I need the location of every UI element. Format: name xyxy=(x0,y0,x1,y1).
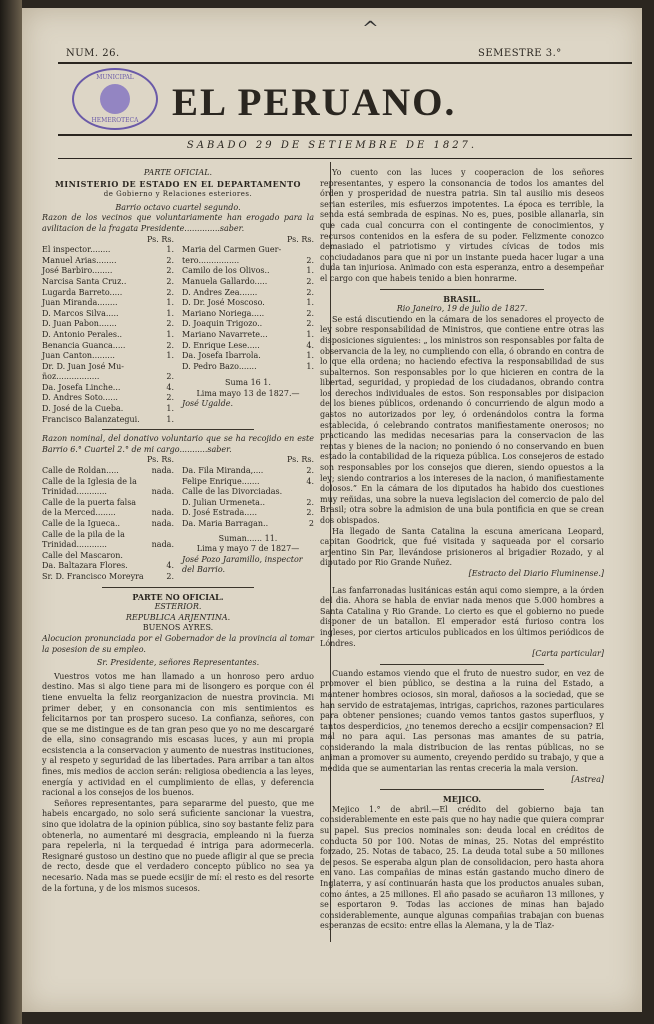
donor-name: D. Pedro Bazo....... xyxy=(182,361,257,371)
donor-row xyxy=(182,466,314,477)
buenos-aires-heading: BUENOS AYRES. xyxy=(142,623,214,633)
issue-date: SABADO 29 DE SETIEMBRE DE 1827. xyxy=(186,140,478,151)
donor-row xyxy=(42,266,174,277)
divider xyxy=(102,587,254,588)
donor-name: Calle de la pila de la xyxy=(42,529,125,539)
donor-name: Da. Maria Barragan.. xyxy=(182,519,269,528)
donor-row xyxy=(42,277,174,288)
donor-name: D. Juan Pabon....... xyxy=(42,319,117,329)
donor-row xyxy=(42,383,174,394)
donor-amount: 2. xyxy=(306,308,314,318)
donor-name: Maria del Carmen Guer- xyxy=(182,245,282,255)
signature-1: José Ugalde. xyxy=(182,399,233,409)
header-rule-bottom xyxy=(58,158,632,159)
donor-row xyxy=(42,477,174,488)
donor-name: Manuel Arias........ xyxy=(42,255,117,265)
donor-amount: nada. xyxy=(151,519,174,528)
donor-amount: 1. xyxy=(166,404,174,414)
donor-amount: 2. xyxy=(166,393,174,403)
ministerio-subheading: de Gobierno y Relaciones esteriores. xyxy=(103,190,253,199)
donor-amount: 1. xyxy=(166,329,174,339)
divider xyxy=(380,664,544,665)
donor-list-d xyxy=(182,455,314,529)
republica-heading: REPUBLICA ARJENTINA. xyxy=(125,612,231,622)
donor-name: Calle de la Iglesia de la xyxy=(42,476,137,486)
donor-row xyxy=(42,540,174,551)
donor-row xyxy=(42,530,174,541)
donor-name: D. José Estrada..... xyxy=(182,508,257,518)
donor-name: Da. Baltazara Flores. xyxy=(42,561,128,571)
donor-amount: nada. xyxy=(151,508,174,518)
donor-name: Felipe Enrique....... xyxy=(182,476,260,486)
donor-name: D. Andres Zea....... xyxy=(182,287,258,297)
donor-row xyxy=(42,466,174,477)
mejico-paragraph: Mejico 1.° de abril.—El crédito del gobierno baja tan considerablemente en este pais que no hay nadie que quiera comprar su papel. Sus precios nominales son: deuda local en créditos de conducta 50 por 100. Notas de minas, 25. Notas del empréstito forzado, 25. Notas de tabaco, 25. La deuda total sube a 50 millones de pesos. Se esperaba algun plan de consolidacion, pero hasta ahora en vano. Las compañias de minas están gastando mucho dinero de Inglaterra, y así continuarán hasta que los productos anuales suban, como ántes, a 25 millones. El año pasado se acuñaron 13 millones, y se esportaron 9. Todas las acciones de minas han bajado considerablemente, aunque algunas compañias trabajan con buenas esperanzas de ecsito: entre ellas la Alemana, y la de Tlaz- xyxy=(320,804,604,931)
donor-name: de la Merced........ xyxy=(42,508,116,518)
donor-name: Calle de las Divorciadas. xyxy=(182,487,283,497)
razon-nominal-text: Razon nominal, del donativo voluntario que se ha recojido en este Barrio 6.° Cuartel 2.° de mi cargo...........saber. xyxy=(42,434,314,454)
donor-amount: 1. xyxy=(166,308,174,318)
brasil-paragraph-2: Ha llegado de Santa Catalina la escuna americana Leopard, capitan Goodrick, que fué visitada y saqueada por el corsario arjentino Sin Par, llevándose prisioneros al brigadier Rozado, y al diputado por Rio Grande Nuñez. xyxy=(320,526,604,568)
donor-row xyxy=(182,277,314,288)
section-parte-oficial: PARTE OFICIAL. xyxy=(143,168,213,177)
donor-amount: 2. xyxy=(166,255,174,265)
header-rule-top xyxy=(58,62,632,64)
rio-dateline: Rio Janeiro, 19 de julio de 1827. xyxy=(396,304,528,314)
divider xyxy=(380,289,544,290)
donor-name: tero................ xyxy=(182,255,240,265)
donor-row xyxy=(42,351,174,362)
donor-row xyxy=(42,372,174,383)
donor-list-a xyxy=(42,235,174,426)
donor-name: Mariano Noriega..... xyxy=(182,308,265,318)
donor-name: Lugarda Barreto..... xyxy=(42,287,123,297)
donor-amount: 2. xyxy=(166,287,174,297)
donor-row xyxy=(42,319,174,330)
donor-amount: 1. xyxy=(306,351,314,361)
right-column xyxy=(320,168,604,932)
donor-name: José Barbiro........ xyxy=(42,266,113,276)
donor-row xyxy=(42,519,174,530)
library-stamp: MUNICIPAL HEMEROTECA xyxy=(72,68,158,130)
esterior-heading: ESTERIOR. xyxy=(154,602,202,612)
donor-row xyxy=(182,498,314,509)
barrio-heading: Barrio octavo cuartel segundo. xyxy=(115,202,241,212)
astrea-source: [Astrea] xyxy=(571,774,604,784)
donor-amount: 2. xyxy=(166,372,174,382)
stamp-emblem-icon xyxy=(100,84,130,114)
donor-row xyxy=(182,351,314,362)
donor-amount: 2. xyxy=(166,571,174,581)
donor-amount: 2. xyxy=(306,287,314,297)
donor-amount: 2. xyxy=(306,497,314,507)
donor-amount: 2. xyxy=(166,276,174,286)
donor-row xyxy=(182,319,314,330)
donor-name: Manuela Gallardo..... xyxy=(182,276,268,286)
carta-source: [Carta particular] xyxy=(532,649,604,659)
donor-row xyxy=(42,298,174,309)
ministerio-heading: MINISTERIO DE ESTADO EN EL DEPARTAMENTO xyxy=(54,178,302,189)
donor-row xyxy=(182,298,314,309)
donor-name: Sr. D. Francisco Moreyra xyxy=(42,571,144,581)
donor-amount: nada. xyxy=(151,540,174,550)
donor-name: Francisco Balanzategui. xyxy=(42,414,140,424)
donor-amount: 1. xyxy=(166,298,174,308)
donor-row xyxy=(42,330,174,341)
donor-amount: 1. xyxy=(306,298,314,308)
donor-row xyxy=(42,393,174,404)
ps-rs-header: Ps. Rs. xyxy=(286,234,314,244)
header-rule-mid xyxy=(58,134,632,136)
brasil-paragraph-3: Las fanfarronadas lusitánicas están aqui como siempre, a la órden del dia. Ahora se habla de enviar nada menos que 5.000 hombres a Santa Catalina y Rio Grande. Lo cierto es que el gobierno no puede disponer de un batallon. El emperador está furioso contra los ingleses, por ciertos articulos publicados en los últimos periódicos de Lóndres. xyxy=(320,585,604,648)
donor-row xyxy=(42,362,174,373)
donor-row xyxy=(42,498,174,509)
donor-name: D. Joaquin Trigozo.. xyxy=(182,319,263,329)
newspaper-page xyxy=(22,8,642,1012)
donor-row xyxy=(182,330,314,341)
donor-name: D. Andres Soto...... xyxy=(42,393,118,403)
donor-amount: 2. xyxy=(166,266,174,276)
donor-name: Calle del Mascaron. xyxy=(42,550,123,560)
donor-name: Juan Canton......... xyxy=(42,351,115,361)
donor-row xyxy=(42,256,174,267)
donor-row xyxy=(182,477,314,488)
ps-rs-header: Ps. Rs. xyxy=(286,455,314,465)
donor-amount: 2 xyxy=(308,519,314,528)
masthead-title: EL PERUANO. xyxy=(172,81,457,124)
donor-amount: 2. xyxy=(166,340,174,350)
donor-amount: 2. xyxy=(306,319,314,329)
donor-amount: 1. xyxy=(166,414,174,424)
donor-row xyxy=(42,487,174,498)
donor-row xyxy=(182,309,314,320)
donor-row xyxy=(42,309,174,320)
donor-amount: 1. xyxy=(166,351,174,361)
donor-table-2 xyxy=(42,455,314,582)
donor-list-c xyxy=(42,455,174,582)
donor-row xyxy=(182,362,314,373)
donor-amount: nada. xyxy=(151,487,174,497)
donor-row xyxy=(182,519,314,530)
donor-name: Dr. D. Juan José Mu- xyxy=(42,361,124,371)
suma-1: Suma 16 1. xyxy=(225,378,271,388)
donor-row xyxy=(42,572,174,583)
donor-name: Trinidad............ xyxy=(42,540,107,550)
donor-name: Da. Josefa Ibarrola. xyxy=(182,351,261,361)
ps-rs-header: Ps. Rs. xyxy=(146,234,174,244)
donor-row xyxy=(182,245,314,256)
salutation: Sr. Presidente, señores Representantes. xyxy=(96,658,260,668)
speech-paragraph-3: Yo cuento con las luces y cooperacion de los señores representantes, y espero la consonancia de todos los amantes del órden y prosperidad de nuestra patria. Sin tal ausilio mis deseos serian esteriles, mis esfuerzos impotentes. La época es terrible, la senda está sembrada de espinas. No es, pues, posible allanarla, sin que cada cual concurra con el contingente de conocimientos, y recursos contenidos en la esfera de su poder. Felizmente conozco demasiado el patriotismo y virtudes cívicas de todos mis conciudadanos para que ni por un instante pueda hacer lugar a una duda tan injuriosa. Animado con esta esperanza, entro a desempeñar el cargo con que habeis tenido a bien honrarme. xyxy=(320,168,604,283)
donor-name: Calle de la puerta falsa xyxy=(42,497,137,507)
donor-amount: 4. xyxy=(166,561,174,571)
donor-row xyxy=(42,551,174,562)
donor-amount: 4. xyxy=(306,476,314,486)
razon-text: Razon de los vecinos que voluntariamente han erogado para la avilitacion de la fragata Presidente..............saber. xyxy=(42,213,314,233)
donor-row xyxy=(42,341,174,352)
donor-name: Mariano Navarrete... xyxy=(182,329,268,339)
donor-amount: 2. xyxy=(166,319,174,329)
donor-row xyxy=(182,508,314,519)
ps-rs-header: Ps. Rs. xyxy=(146,455,174,465)
donor-name: Da. Fila Miranda,.... xyxy=(182,466,264,476)
donor-amount: 1. xyxy=(306,361,314,371)
donor-amount: 2. xyxy=(306,276,314,286)
donor-name: D. Julian Urmeneta.. xyxy=(182,497,265,507)
divider xyxy=(380,789,544,790)
astrea-paragraph: Cuando estamos viendo que el fruto de nuestro sudor, en vez de promover el bien público, se destina a la ruina del Estado, a mantener hombres ociosos, sin moral, dañosos a la sociedad, que se han servido de estratajemas, intrigas, caprichos, razones particulares para obtener pensiones; cuando vemos tantos gastos superfluos, y tantos desperdicios, ¿no tenemos derecho a ecsijir compensacion? El mal no para aqui. Las personas mas amantes de su patria, considerando la mala distribucion de las rentas públicas, no se animan a promover su aumento, creyendo perdido su trabajo, y que a medida que se aumentarian las rentas creceria la mala version. xyxy=(320,668,604,774)
donor-name: ñoz................. xyxy=(42,372,100,382)
issue-number: NUM. 26. xyxy=(66,48,120,59)
donor-name: Narcisa Santa Cruz.. xyxy=(42,276,127,286)
speech-paragraph-1: Vuestros votos me han llamado a un honroso pero arduo destino. Mas si algo tiene para mi de lisongero es porque con él tiene envuelta la feliz reorganizacion de nuestra provincia. Mi primer deber, y en consonancia con mis sentimientos es felicitarnos por tan prospero suceso. La confianza, señores, con que se me distingue es de tan gran peso que yo no me descargaré de ella, sino consagrando mis escasas luces, y aun mi propia ecsistencia a la conservacion y aumento de nuestras instituciones, y al respeto y seguridad de las libertades. Para arribar a tan altos fines, mis medios de accion serán: religiosa obediencia a las leyes, energía y actividad en el cumplimiento de ellas, y deferencia racional a los consejos de los buenos. xyxy=(42,671,314,798)
donor-amount: 1. xyxy=(306,266,314,276)
donor-amount: 4. xyxy=(166,382,174,392)
mejico-heading: MEJICO. xyxy=(442,794,482,805)
brasil-paragraph-1: Se está discutiendo en la cámara de los senadores el proyecto de ley sobre responsabilidad de Ministros, que contiene entre otras las disposiciones siguientes: „ los ministros son responsables por falta de observancia de la ley, no cumpliendo con ella, ó obrando en contra de lo que ella ordena; no haciendo efectiva la responsabilidad de sus subalternos. Son responsables por lo que hicieren en contra de la libertad, seguridad, y propiedad de los ciudadanos, obrando contra los derechos individuales de estos. Son responsables por disipacion de los bienes públicos, ordenando ó concurriendo de algun modo a gastos no autorizados por ley, ó ordenándolos contra la forma establecida, ó celebrando contratos manifiestamente onerosos; no practicando las medidas necesarias para la conservacion de las rentas y bienes de la nacion; no poniendo ó no conservando en buen estado la contabilidad de la riqueza pública. Los consejeros de estado son responsables por los consejos que dieren, siendo opuestos a la ley; siendo contrarios a los intereses de la nacion, ó manifiestamente dolosos.” En la cámara de los diputados ha habido dos cuestiones muy reñidas, una sobre la nueva legislacion del comercio de palo del Brasil; otra sobre la admision de una bula pontificia en que se crean dos obispados. xyxy=(320,314,604,525)
divider xyxy=(102,429,254,430)
donor-table-1 xyxy=(42,235,314,426)
donor-name: Benancia Guanca..... xyxy=(42,340,126,350)
donor-name: Da. Josefa Linche... xyxy=(42,382,121,392)
donor-name: D. Dr. José Moscoso. xyxy=(182,298,265,308)
suman-2: Suman...... 11. xyxy=(218,533,278,543)
donor-row xyxy=(182,288,314,299)
book-spine xyxy=(0,0,22,1024)
pencil-mark: ^ xyxy=(362,16,379,40)
section-parte-no-oficial: PARTE NO OFICIAL. xyxy=(132,591,224,602)
lima-date-2: Lima y mayo 7 de 1827— xyxy=(196,544,300,554)
donor-amount: nada. xyxy=(151,466,174,476)
donor-name: D. Antonio Perales.. xyxy=(42,329,123,339)
donor-list-b xyxy=(182,235,314,373)
donor-row xyxy=(42,561,174,572)
donor-row xyxy=(182,487,314,498)
donor-amount: 2. xyxy=(306,255,314,265)
donor-row xyxy=(42,415,174,426)
donor-name: Calle de la Igueca.. xyxy=(42,519,121,528)
donor-name: D. Enrique Lese..... xyxy=(182,340,260,350)
donor-name: D. Marcos Silva..... xyxy=(42,308,119,318)
donor-amount: 1. xyxy=(166,245,174,255)
donor-amount: 1. xyxy=(306,329,314,339)
donor-row xyxy=(42,245,174,256)
donor-row xyxy=(182,256,314,267)
semester: SEMESTRE 3.° xyxy=(478,48,562,59)
donor-name: Juan Miranda........ xyxy=(42,298,118,308)
signature-2: José Pozo Jaramillo, inspector del Barrio. xyxy=(182,554,303,575)
donor-row xyxy=(182,266,314,277)
donor-row xyxy=(182,341,314,352)
lima-date-1: Lima mayo 13 de 1827.— xyxy=(196,388,300,398)
donor-amount: 2. xyxy=(306,508,314,518)
left-column xyxy=(42,168,314,894)
brasil-heading: BRASIL. xyxy=(443,293,481,304)
donor-row xyxy=(42,288,174,299)
donor-name: Trinidad............ xyxy=(42,487,107,497)
donor-name: Calle de Roldan..... xyxy=(42,466,119,476)
donor-row xyxy=(42,508,174,519)
donor-row xyxy=(42,404,174,415)
donor-amount: 4. xyxy=(306,340,314,350)
donor-amount: 2. xyxy=(306,466,314,476)
alocucion-title: Alocucion pronunciada por el Gobernador de la provincia al tomar la posesion de su empleo. xyxy=(42,633,314,654)
donor-name: El inspector........ xyxy=(42,245,111,255)
donor-name: D. José de la Cueba. xyxy=(42,404,124,414)
speech-paragraph-2: Señores representantes, para separarme del puesto, que me habeis encargado, no solo será suficiente sancionar la vuestra, sino que idolatra de la opinion pública, sino soy bastante feliz para obtenerla, no aumentaré mi desgracia, empleando ni la fuerza para repelerla, ni la terquedad é intriga para adormecerla. Resignaré gustoso un destino que no puede afligir al que se precia de recto, desde que el verdadero concepto público no sea ya necesario. Nada mas se puede ecsijir de mí: el resto es del resorte de la fortuna, y de los mismos sucesos. xyxy=(42,798,314,893)
estracto-source: [Estracto del Diario Fluminense.] xyxy=(468,568,604,578)
donor-name: Camilo de los Olivos.. xyxy=(182,266,270,276)
